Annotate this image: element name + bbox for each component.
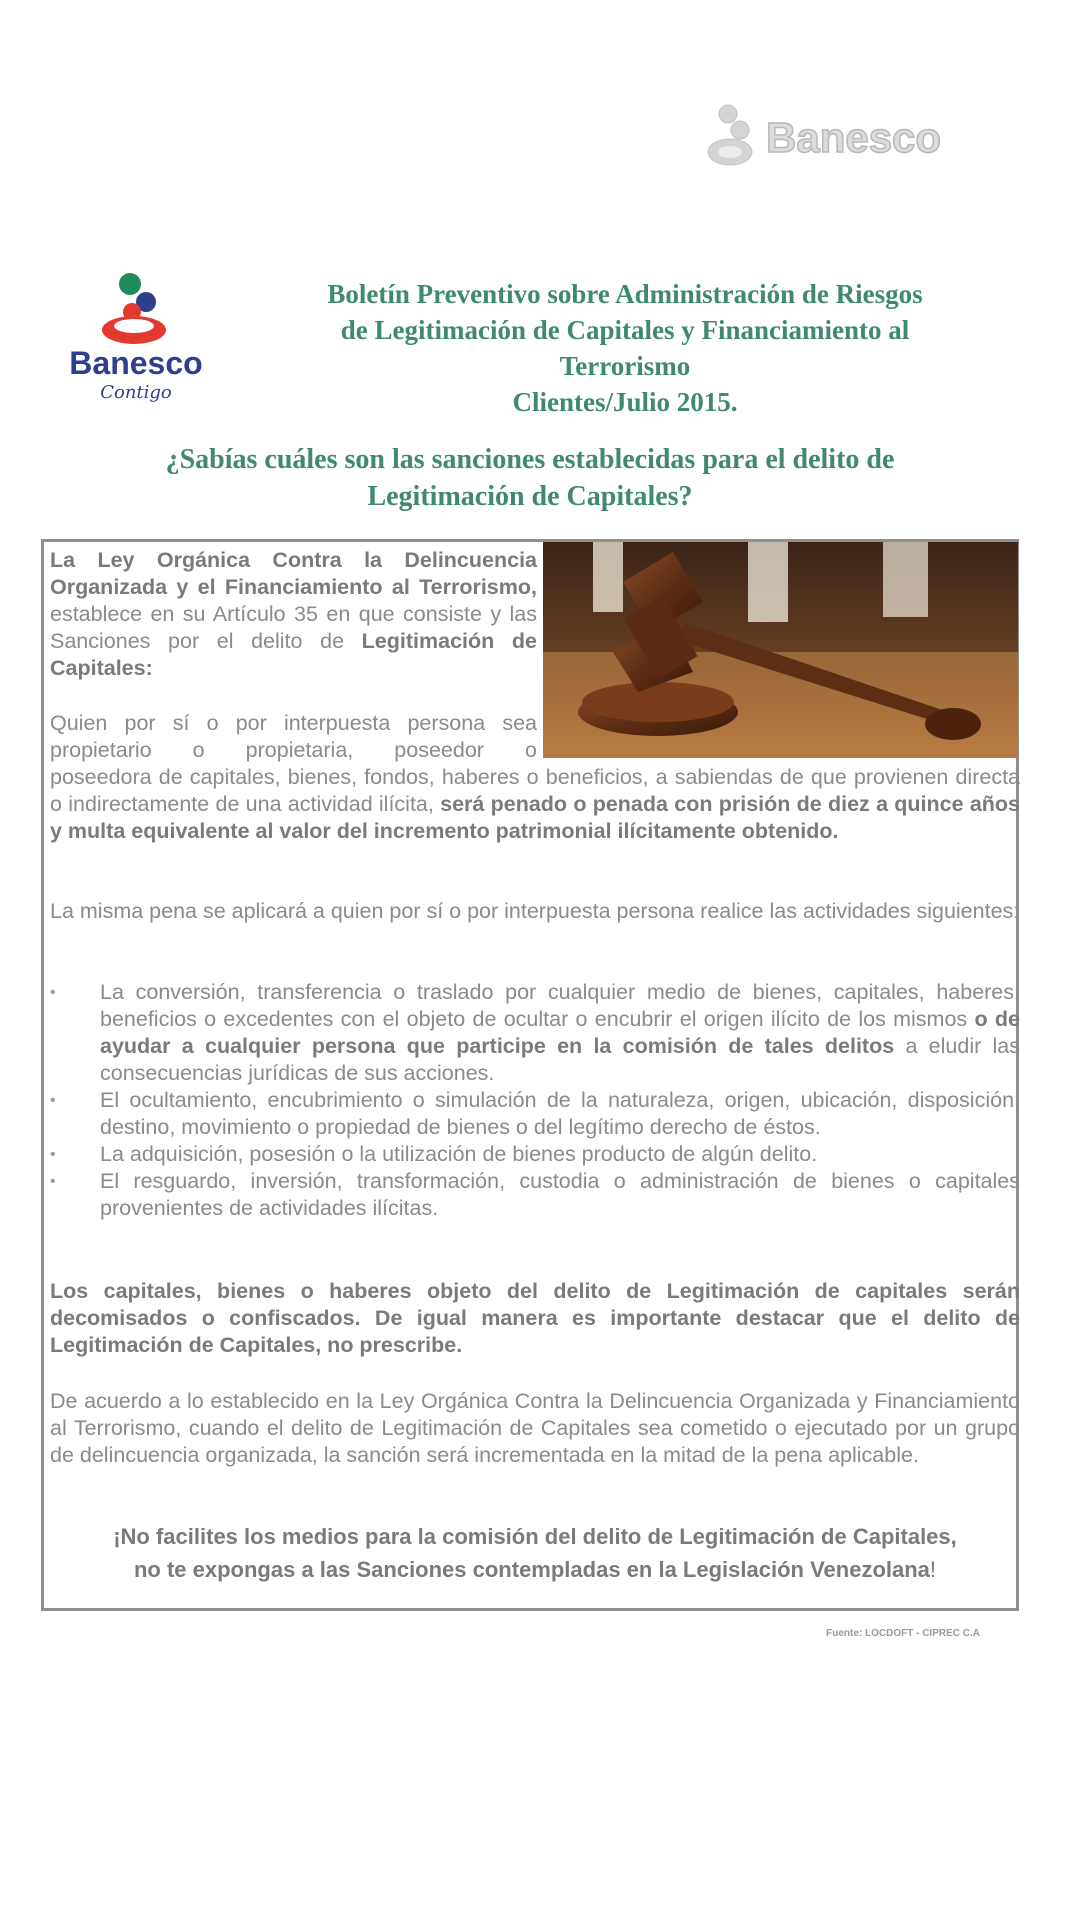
question-heading — [60, 441, 1000, 515]
bullet-marker: • — [50, 984, 56, 1001]
law-name: La Ley Orgánica Contra la Delincuencia Organizada y el Financiamiento al Terrorismo, — [50, 548, 537, 599]
title-line: Terrorismo — [559, 351, 691, 381]
watermark-text: Banesco — [766, 114, 942, 161]
same-penalty-paragraph: La misma pena se aplicará a quien por sí o por interpuesta persona realice las actividades siguientes: — [50, 899, 1020, 923]
quien-paragraph-start: Quien por sí o por interpuesta persona sea propietario o propietaria, poseedor o — [50, 711, 537, 762]
bullet-marker: • — [50, 1092, 56, 1109]
bullet-marker: • — [50, 1146, 56, 1163]
banesco-watermark-logo — [704, 100, 990, 178]
quien-text: poseedora de capitales, bienes, fondos, haberes o beneficios, a sabiendas de que provienen directa o indirectamente de una actividad ilícita, — [50, 765, 1020, 816]
list-item-text: El ocultamiento, encubrimiento o simulación de la naturaleza, origen, ubicación, disposición, destino, movimiento o propiedad de bienes o del legítimo derecho de éstos. — [100, 1088, 1020, 1139]
activities-list — [50, 979, 1020, 1222]
logo-brand-text: Banesco — [69, 345, 203, 381]
bullet-marker: • — [50, 1173, 56, 1190]
list-item — [50, 1168, 1020, 1222]
list-item-text: La adquisición, posesión o la utilización de bienes producto de algún delito. — [100, 1142, 818, 1166]
organized-crime-paragraph: De acuerdo a lo establecido en la Ley Orgánica Contra la Delincuencia Organizada y Financiamiento al Terrorismo, cuando el delito de Legitimación de Capitales sea cometido o ejecutado por un grupo de delincuencia organizada, la sanción será incrementada en la mitad de la pena aplicable. — [50, 1389, 1020, 1467]
closing-line — [50, 1553, 1020, 1586]
crime-name: Legitimación de Capitales: — [50, 629, 537, 680]
title-line: de Legitimación de Capitales y Financiamiento al — [340, 315, 910, 345]
confiscation-paragraph: Los capitales, bienes o haberes objeto del delito de Legitimación de capitales serán decomisados o confiscados. De igual manera es importante destacar que el delito de Legitimación de Capitales, no prescribe. — [50, 1279, 1020, 1357]
gavel-photo — [543, 542, 1018, 758]
list-item-bold: o de ayudar a cualquier persona que participe en la comisión de tales delitos — [100, 1007, 1020, 1058]
intro-paragraph — [50, 547, 537, 682]
list-item-text: a eludir las consecuencias jurídicas de sus acciones. — [100, 1034, 1020, 1085]
closing-end-mark: ! — [929, 1557, 937, 1582]
list-item — [50, 979, 1020, 1087]
penalty-text: será penado o penada con prisión de diez a quince años y multa equivalente al valor del incremento patrimonial ilícitamente obtenido. — [50, 792, 1021, 843]
closing-line-text: no te expongas a las Sanciones contempladas en la Legislación Venezolana — [133, 1557, 930, 1582]
closing-message — [50, 1520, 1020, 1586]
intro-text: establece en su Artículo 35 en que consiste y las Sanciones por el delito de — [50, 602, 537, 653]
title-line: Boletín Preventivo sobre Administración de Riesgos — [327, 279, 923, 309]
list-item — [50, 1087, 1020, 1141]
closing-line: ¡No facilites los medios para la comisión del delito de Legitimación de Capitales, — [113, 1524, 957, 1549]
list-item-text: La conversión, transferencia o traslado por cualquier medio de bienes, capitales, haberes, beneficios o excedentes con el objeto de ocultar o encubrir el origen ilícito de los mismos — [100, 980, 1020, 1031]
logo-tagline-text: Contigo — [100, 382, 172, 403]
banesco-logo — [46, 272, 226, 410]
list-item-text: El resguardo, inversión, transformación, custodia o administración de bienes o capitales provenientes de actividades ilícitas. — [100, 1169, 1020, 1220]
question-line: ¿Sabías cuáles son las sanciones establecidas para el delito de — [165, 444, 895, 475]
title-line: Clientes/Julio 2015. — [512, 387, 738, 417]
bulletin-title — [240, 276, 1010, 420]
quien-paragraph-continued — [50, 764, 1020, 845]
list-item — [50, 1141, 1020, 1168]
source-credit: Fuente: LOCDOFT - CIPREC C.A — [826, 1628, 980, 1639]
question-line: Legitimación de Capitales? — [367, 481, 693, 512]
